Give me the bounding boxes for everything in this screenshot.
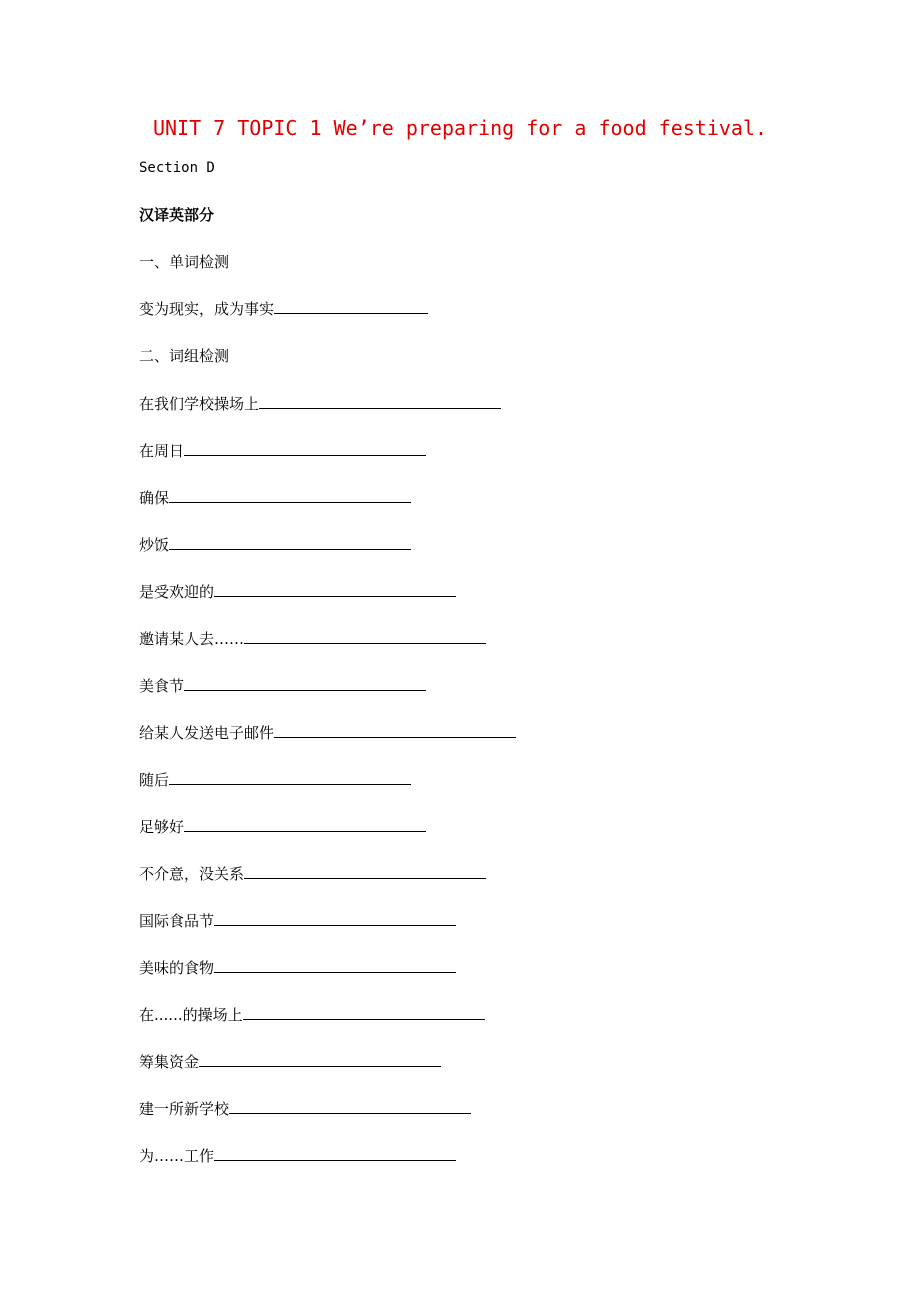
phrase-item (139, 1146, 456, 1166)
answer-blank[interactable] (274, 299, 428, 314)
document-title: UNIT 7 TOPIC 1 We’re preparing for a food festival. (152, 116, 768, 140)
answer-blank[interactable] (169, 488, 411, 503)
phrase-item-prompt: 筹集资金 (139, 1053, 200, 1071)
phrase-item (139, 394, 501, 414)
answer-blank[interactable] (184, 676, 426, 691)
phrase-item-prompt: 不介意，没关系 (139, 865, 245, 883)
phrase-item-prompt: 确保 (139, 489, 170, 507)
phrase-item (139, 676, 426, 696)
phrase-check-heading: 二、词组检测 (139, 347, 230, 365)
answer-blank[interactable] (244, 629, 486, 644)
phrase-item-prompt: 给某人发送电子邮件 (139, 724, 275, 742)
answer-blank[interactable] (184, 441, 426, 456)
phrase-item (139, 1052, 441, 1072)
part-heading: 汉译英部分 (139, 206, 215, 224)
answer-blank[interactable] (214, 582, 456, 597)
phrase-item-prompt: 足够好 (139, 818, 185, 836)
answer-blank[interactable] (243, 1005, 485, 1020)
phrase-item-prompt: 在周日 (139, 442, 185, 460)
phrase-item (139, 770, 411, 790)
phrase-item-prompt: 建一所新学校 (139, 1100, 230, 1118)
phrase-item (139, 1005, 485, 1025)
phrase-item-prompt: 在......的操场上 (139, 1006, 243, 1024)
answer-blank[interactable] (169, 770, 411, 785)
word-check-heading: 一、单词检测 (139, 253, 230, 271)
answer-blank[interactable] (184, 817, 426, 832)
phrase-item (139, 958, 456, 978)
answer-blank[interactable] (274, 723, 516, 738)
phrase-item (139, 864, 486, 884)
phrase-item-prompt: 随后 (139, 771, 170, 789)
phrase-item-prompt: 邀请某人去…… (139, 630, 245, 648)
answer-blank[interactable] (214, 958, 456, 973)
answer-blank[interactable] (214, 911, 456, 926)
phrase-item (139, 441, 426, 461)
phrase-item (139, 535, 411, 555)
phrase-item-prompt: 美味的食物 (139, 959, 215, 977)
phrase-item-prompt: 美食节 (139, 677, 185, 695)
answer-blank[interactable] (199, 1052, 441, 1067)
phrase-item (139, 817, 426, 837)
phrase-item-prompt: 炒饭 (139, 536, 170, 554)
phrase-item-prompt: 为……工作 (139, 1147, 215, 1165)
answer-blank[interactable] (169, 535, 411, 550)
phrase-item (139, 1099, 471, 1119)
answer-blank[interactable] (214, 1146, 456, 1161)
answer-blank[interactable] (229, 1099, 471, 1114)
phrase-item-prompt: 国际食品节 (139, 912, 215, 930)
phrase-item-prompt: 是受欢迎的 (139, 583, 215, 601)
phrase-item (139, 488, 411, 508)
answer-blank[interactable] (259, 394, 501, 409)
word-item (139, 299, 428, 319)
phrase-item (139, 723, 516, 743)
section-label: Section D (139, 160, 215, 176)
answer-blank[interactable] (244, 864, 486, 879)
phrase-item-prompt: 在我们学校操场上 (139, 395, 260, 413)
phrase-item (139, 911, 456, 931)
word-item-prompt: 变为现实，成为事实 (139, 300, 275, 318)
phrase-item (139, 629, 486, 649)
phrase-item (139, 582, 456, 602)
